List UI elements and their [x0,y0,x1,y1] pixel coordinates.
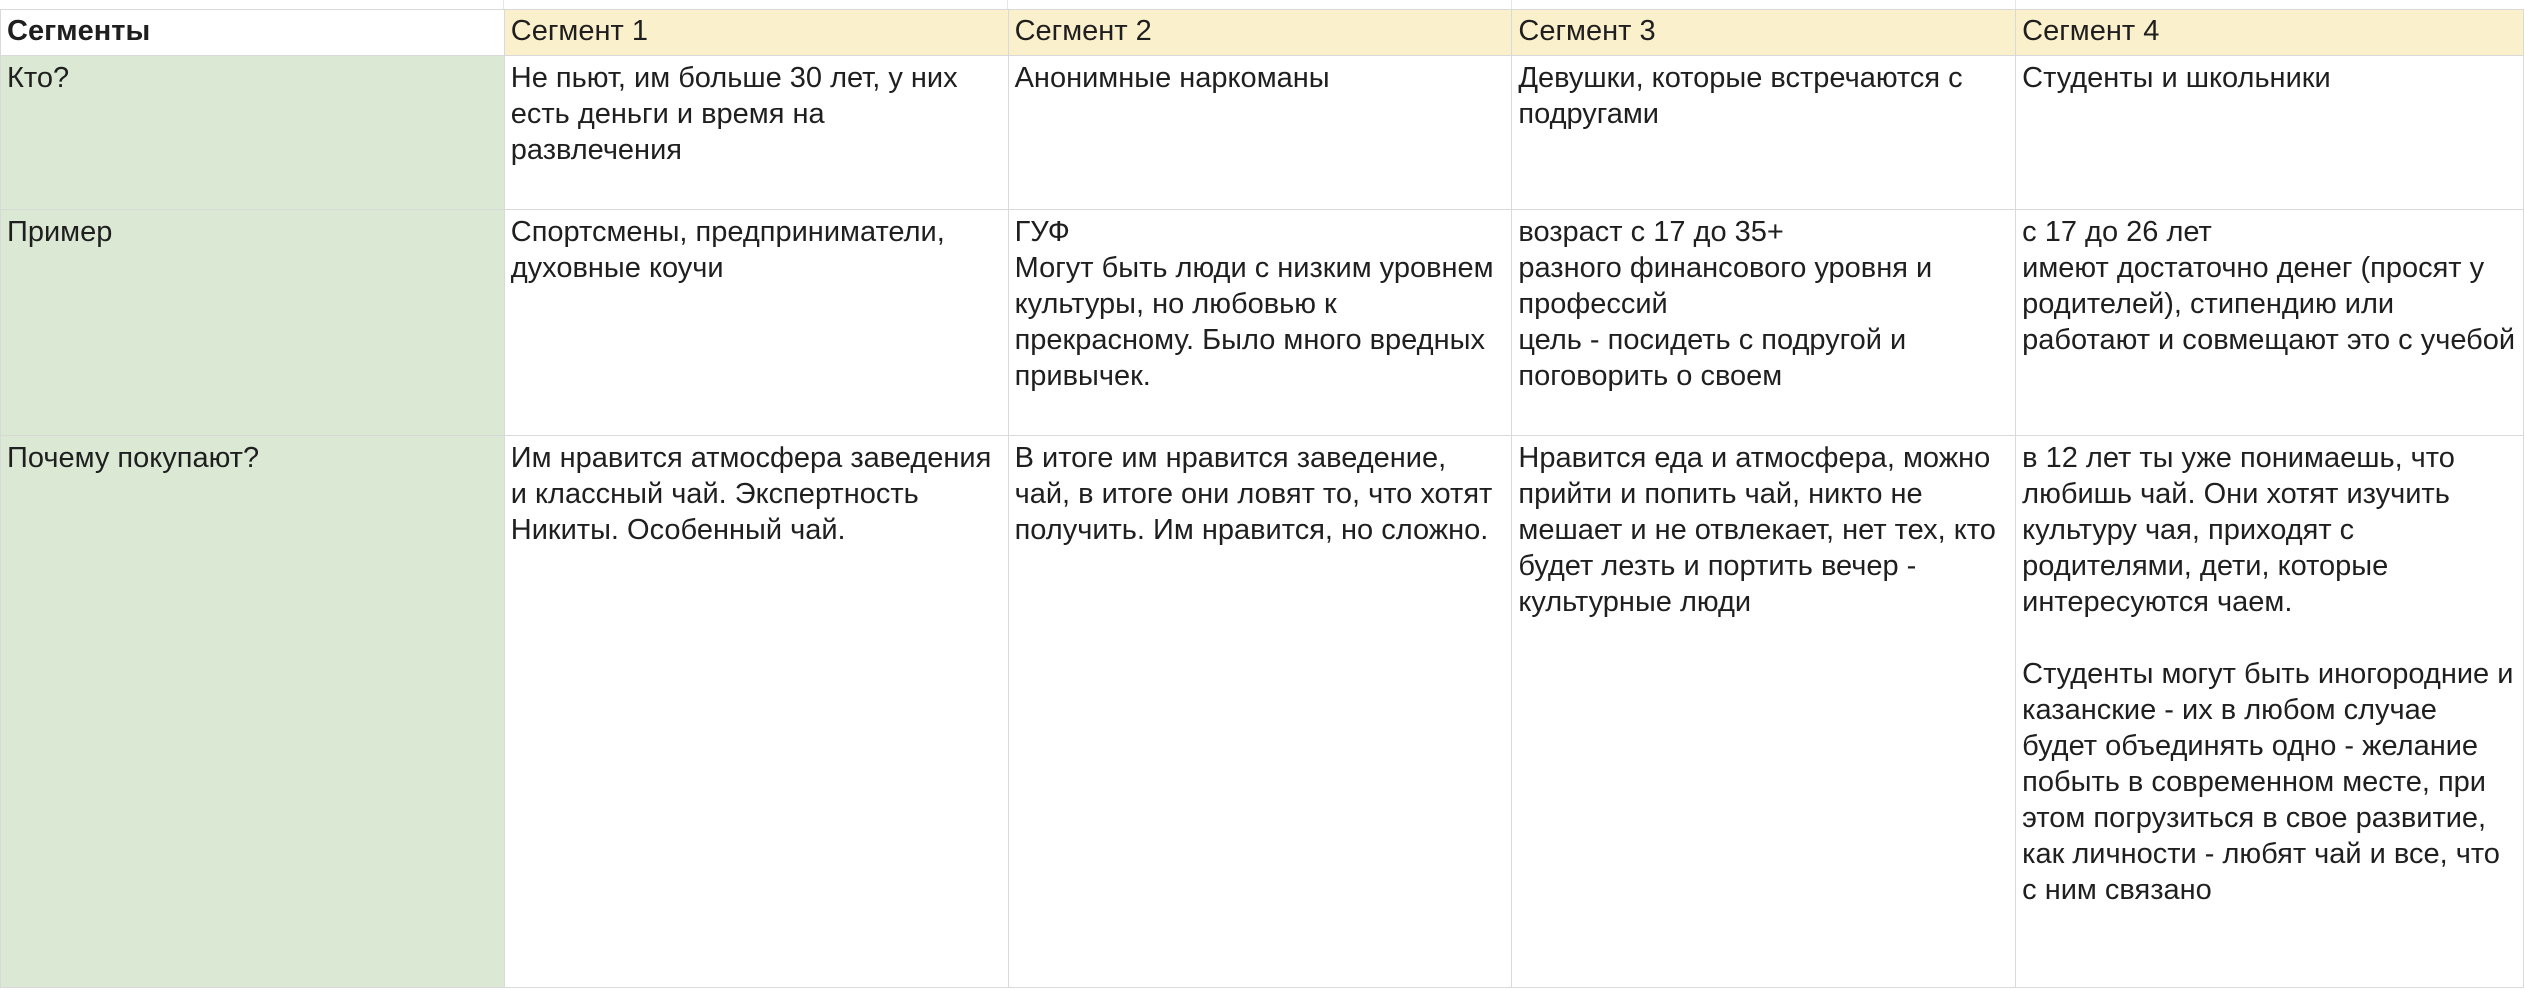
row-why-buy [1,436,2524,988]
segment-3-header[interactable]: Сегмент 3 [1512,10,2016,56]
cell-why-buy-segment-2[interactable]: В итоге им нравится заведение, чай, в итоге они ловят то, что хотят получить. Им нравится, но сложно. [1008,436,1512,988]
cell-example-segment-2[interactable]: ГУФ Могут быть люди с низким уровнем культуры, но любовью к прекрасному. Было много вредных привычек. [1008,210,1512,436]
column-divider [1511,0,1512,9]
cell-who-segment-4[interactable]: Студенты и школьники [2016,56,2524,210]
column-divider [2015,0,2016,9]
segment-4-header[interactable]: Сегмент 4 [2016,10,2524,56]
header-row [1,10,2524,56]
row-label-example[interactable]: Пример [1,210,505,436]
cell-example-segment-1[interactable]: Спортсмены, предприниматели, духовные коучи [504,210,1008,436]
row-label-who[interactable]: Кто? [1,56,505,210]
cell-who-segment-2[interactable]: Анонимные наркоманы [1008,56,1512,210]
corner-cell[interactable]: Сегменты [1,10,505,56]
cell-example-segment-4[interactable]: с 17 до 26 лет имеют достаточно денег (просят у родителей), стипендию или работают и совмещают это с учебой [2016,210,2524,436]
row-example [1,210,2524,436]
cell-who-segment-3[interactable]: Девушки, которые встречаются с подругами [1512,56,2016,210]
cell-why-buy-segment-3[interactable]: Нравится еда и атмосфера, можно прийти и попить чай, никто не мешает и не отвлекает, нет тех, кто будет лезть и портить вечер - культурные люди [1512,436,2016,988]
segment-2-header[interactable]: Сегмент 2 [1008,10,1512,56]
cell-who-segment-1[interactable]: Не пьют, им больше 30 лет, у них есть деньги и время на развлечения [504,56,1008,210]
segments-table [0,9,2524,988]
row-who [1,56,2524,210]
cell-why-buy-segment-4[interactable]: в 12 лет ты уже понимаешь, что любишь чай. Они хотят изучить культуру чая, приходят с родителями, дети, которые интересуются чаем. Студенты могут быть иногородние и казанские - их в любом случае будет объединять одно - желание побыть в современном месте, при этом погрузиться в свое развитие, как личности - любят чай и все, что с ним связано [2016,436,2524,988]
segment-1-header[interactable]: Сегмент 1 [504,10,1008,56]
column-divider [503,0,504,9]
row-label-why-buy[interactable]: Почему покупают? [1,436,505,988]
column-divider [1007,0,1008,9]
cell-example-segment-3[interactable]: возраст с 17 до 35+ разного финансового уровня и профессий цель - посидеть с подругой и поговорить о своем [1512,210,2016,436]
cell-why-buy-segment-1[interactable]: Им нравится атмосфера заведения и классный чай. Экспертность Никиты. Особенный чай. [504,436,1008,988]
